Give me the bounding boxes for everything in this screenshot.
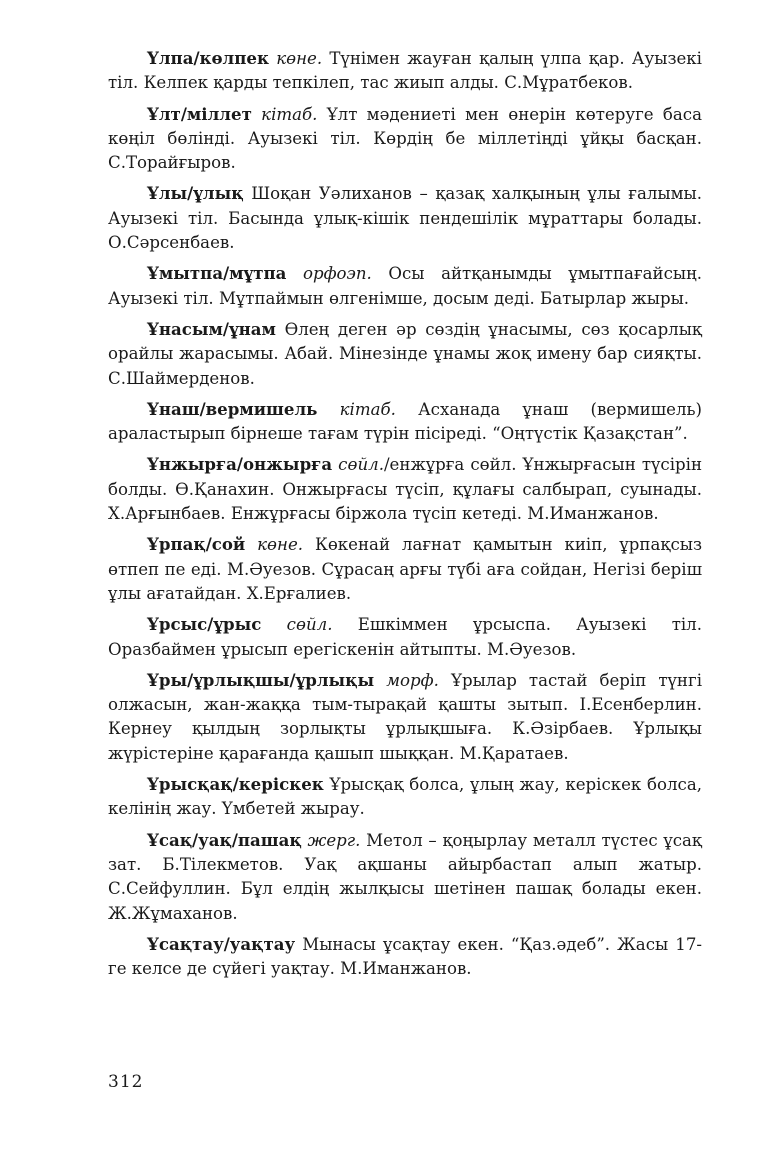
usage-label: сөйл. [338,455,384,475]
headword: Ұрпақ/сой [147,534,246,555]
entry-text: Мынасы ұсақтау екен. “Қаз.әдеб”. Жасы 17-ге келсе де сүйегі уақтау. М.Иманжанов. [108,934,702,979]
entry-text: Көкенай лағнат қамытын киіп, ұрпақсыз өтпеп пе еді. М.Әуезов. Сұрасаң арғы түбі аға сойдан, Негізі беріш ұлы ағатайдан. Х.Ерғалиев. [108,535,702,603]
headword: Ұрысқақ/керіскек [147,774,324,795]
entry [108,317,702,391]
headword: Үлпа/көлпек [147,48,269,68]
usage-label: сөйл. [286,615,333,635]
usage-label: көне. [257,535,304,555]
entry [108,932,702,982]
entry-text: Ұрылар тастай беріп түнгі олжасын, жан-жаққа тым-тырақай қашты зытып. І.Есенберлин. Кернеу қылдың зорлықты ұрлықшыға. К.Әзірбаев. Ұрлықы жүрістеріне қарағанда қашып шыққан. М.Қаратаев. [108,670,702,763]
entry-text: Ұрысқақ болса, ұлың жау, керіскек болса, келінің жау. Үмбетей жырау. [108,775,702,819]
entry [108,772,702,822]
usage-label: кітаб. [261,104,318,124]
entry [108,668,702,766]
headword: Ұнасым/ұнам [147,318,276,339]
entry [108,181,702,255]
page-number: 312 [108,1072,144,1092]
usage-label: жерг. [307,830,361,850]
entry-text: Өлең деген әр сөздің ұнасымы, сөз қосарлық орайлы жарасымы. Абай. Мінезінде ұнамы жоқ имену бар сияқты. С.Шаймерденов. [108,319,702,388]
headword: Ұсақ/уақ/пашақ [147,829,302,850]
entry-text: Ұлт мәдениеті мен өнерін көтеруге баса көңіл бөлінді. Ауызекі тіл. Көрдің бе міллетіңді ұйқы басқан. С.Торайғыров. [108,104,702,173]
entry [108,612,702,662]
entry [108,532,702,606]
headword: Ұнаш/вермишель [147,398,318,419]
entry-text: Осы айтқанымды ұмытпағайсың. Ауызекі тіл. Мұтпаймын өлгенімше, досым деді. Батырлар жыры. [108,264,702,308]
entry [108,397,702,447]
entry [108,452,702,526]
headword: Ұры/ұрлықшы/ұрлықы [147,669,375,690]
headword: Ұнжырға/онжырға [147,454,333,475]
entry-text: Асханада ұнаш (вермишель) араластырып бірнеше тағам түрін пісіреді. “Оңтүстік Қазақстан”. [108,399,703,444]
entry-text: Түнімен жауған қалың үлпа қар. Ауызекі тіл. Келпек қарды тепкілеп, тас жиып алды. С.Мұратбеков. [108,49,702,93]
headword: Ұсақтау/уақтау [147,933,296,954]
entry-list [108,46,702,987]
usage-label: көне. [276,49,323,68]
entry-text: Метол – қоңырлау металл түстес ұсақ зат. Б.Тілекметов. Уақ ақшаны айырбастап алып жатыр. С.Сейфуллин. Бұл елдің жылқысы шетінен пашақ болады екен. Ж.Жұмаханов. [108,830,702,923]
entry [108,46,702,96]
usage-label: морф. [386,670,439,690]
entry [108,102,702,176]
headword: Ұмытпа/мұтпа [147,263,287,284]
usage-label: орфоэп. [302,264,372,284]
headword: Ұлы/ұлық [147,183,244,204]
entry [108,828,702,926]
entry-text: Шоқан Уәлиханов – қазақ халқының ұлы ғалымы. Ауызекі тіл. Басында ұлық-кішік пендешілік мұраттары болады. О.Сәрсенбаев. [108,184,702,253]
entry-text: Ешкіммен ұрсыспа. Ауызекі тіл. Оразбаймен ұрысып ерегіскенін айтыпты. М.Әуезов. [108,615,702,659]
entry-text: /енжұрға сөйл. Ұнжырғасын түсірін болды. Ө.Қанахин. Онжырғасы түсіп, құлағы салбырап, суынады. Х.Арғынбаев. Енжұрғасы біржола түсіп кетеді. М.Иманжанов. [108,455,702,524]
usage-label: кітаб. [339,399,396,419]
headword: Ұрсыс/ұрыс [147,614,262,635]
entry [108,261,702,311]
headword: Ұлт/міллет [147,103,252,124]
